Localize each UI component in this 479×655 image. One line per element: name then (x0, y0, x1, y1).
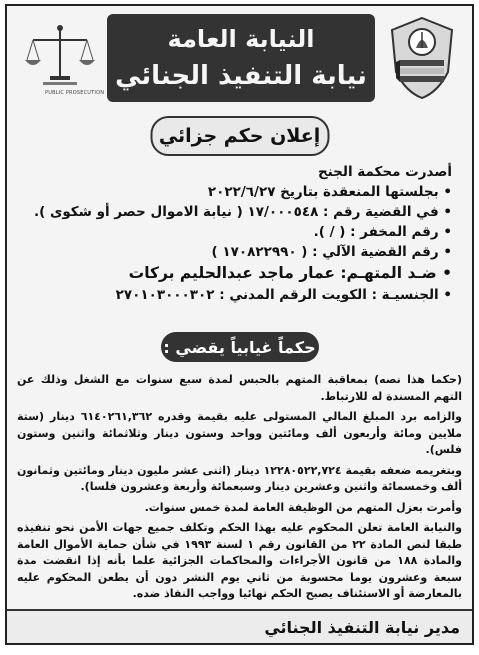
issued-line: أصدرت محكمة الجنح (317, 164, 452, 180)
title-line-2: نيابة التنفيذ الجنائي (115, 61, 367, 91)
scales-of-justice-icon (19, 20, 101, 100)
verdict-paragraph: والزامه برد المبلغ المالي المستولى عليه بقيمة وقدره ٦١٤٠٢٦١,٣٦٢ دينار (ستة ملايين ومائة وأربعون ألف ومائتين وواحد وستون دينار وثلاثمائة واثنين وستون فلس). (17, 410, 462, 456)
header (15, 14, 464, 106)
auto-case-line: • رقم القضية الآلي : ( ١٧٠٨٢٢٩٩٠ ) (211, 244, 452, 260)
session-line: • بجلستها المنعقدة بتاريخ ٢٠٢٢/٦/٢٧ (207, 184, 452, 200)
verdict-body (17, 372, 462, 607)
case-number-line: • في القضية رقم : ١٧/٠٠٠٥٤٨ ( نيابة الاموال حصر أو شكوى ). (33, 204, 452, 220)
defendant-line: • ضـد المتهـم: عمار ماجد عبدالحليم بركات (128, 264, 452, 282)
verdict-title: حكماً غيابياً يقضي : (161, 332, 319, 362)
footer-signature: مدير نيابة التنفيذ الجنائي (7, 609, 472, 643)
title-box (107, 14, 375, 102)
nationality-line: • الجنسيـة : الكويت الرقم المدني : ٢٧٠١٠٣٠٠٠٣٠٢ (115, 287, 452, 303)
case-info (23, 162, 452, 305)
verdict-paragraph: وأمرت بعزل المتهم من الوظيفة العامة لمدة خمس سنوات. (144, 500, 462, 514)
station-line: • رقم المخفر : ( / ). (313, 224, 452, 240)
logo-caption: PUBLIC PROSECUTION (45, 90, 105, 96)
verdict-paragraph: (حكما هذا نصه) بمعاقبة المتهم بالحبس لمدة سبع سنوات مع الشغل وذلك عن التهم المسندة له للارتباط. (17, 373, 462, 403)
verdict-paragraph: وبتغريمه ضعفه بقيمة ١٢٢٨٠٥٢٢,٧٢٤ دينار (اثنى عشر مليون دينار ومائتين وثمانون ألف وخمسمائة واثنين وعشرين دينار وسبعمائة وأربعة وعشرون فلسا). (17, 463, 462, 493)
announcement-page (5, 4, 474, 645)
announcement-title: إعلان حكم جزائي (150, 116, 329, 156)
kuwait-emblem-icon (386, 14, 458, 100)
verdict-paragraph: والنيابة العامة تعلن المحكوم عليه بهذا الحكم وتكلف جميع جهات الأمن نحو تنفيذه طبقا لنص المادة ٢٢ من القانون رقم ١ لسنة ١٩٩٣ في شأن حماية الأموال العامة والمادة ١٨٨ من قانون الأجراءات والمحاكمات الجزائية علما بأنه إذا انقضت مدة سبعة وعشرون يوما محسوبة من ثاني يوم النشر دون أن يطعن المحكوم عليه بالمعارضة أو الاستئناف يصبح الحكم نهائيا وواجب النفاذ ضده. (17, 521, 462, 600)
title-line-1: النيابة العامة (167, 25, 315, 53)
